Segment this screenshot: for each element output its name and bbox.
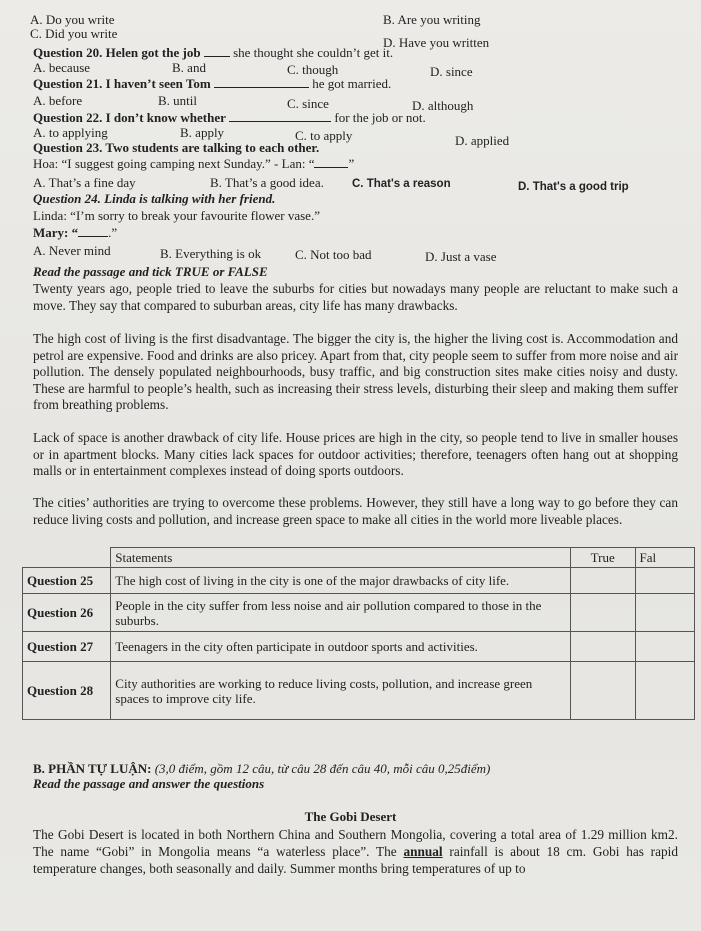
q23-dialogue — [33, 157, 354, 172]
q21-blank — [214, 77, 309, 88]
reading1-paragraph-4 — [33, 495, 678, 528]
q20-blank — [204, 46, 230, 57]
table-row-statement: Teenagers in the city often participate in outdoor sports and activities. — [111, 632, 571, 662]
q24-mary-a: Mary: “ — [33, 225, 79, 240]
reading1-p4-text: The cities’ authorities are trying to overcome these problems. However, they still have a long way to go before they can reduce living costs and pollution, and increase green space to make all cities in the world more liveable places. — [33, 495, 678, 527]
gobi-paragraph-text — [33, 826, 678, 877]
reading1-p2-text: The high cost of living is the first disadvantage. The bigger the city is, the higher the living cost is. Accommodation and petrol are expensive. Food and drinks are also pricey. Apart from that, city people seem to suffer from more noise and air pollution. The densely populated neighbourhoods, busy traffic, and big construction sites make cities noisy and dusty. These are harmful to people’s health, such as increasing their stress levels, disturbing their sleep and making them suffer from breathing problems. — [33, 331, 678, 412]
q22-option-d: D. applied — [455, 133, 510, 148]
true-tick-cell[interactable] — [570, 594, 635, 632]
table-row-statement: The high cost of living in the city is one of the major drawbacks of city life. — [111, 568, 571, 594]
gobi-paragraph — [33, 826, 678, 877]
q20-option-b: B. and — [172, 60, 206, 75]
q21-option-b: B. until — [158, 93, 198, 108]
false-tick-cell[interactable] — [635, 594, 694, 632]
true-tick-cell[interactable] — [570, 632, 635, 662]
q24-mary — [33, 226, 117, 241]
table-row — [23, 632, 695, 662]
q20-stem — [33, 46, 393, 61]
q20-option-a: A. because — [33, 60, 91, 75]
q22-blank — [229, 111, 331, 122]
q21-stem-b: he got married. — [312, 76, 392, 91]
part-b-instruction: Read the passage and answer the questions — [33, 776, 265, 791]
false-tick-cell[interactable] — [635, 662, 694, 720]
q22-option-c: C. to apply — [295, 128, 353, 143]
q24-blank — [78, 226, 108, 237]
q19-option-c: C. Did you write — [30, 26, 118, 41]
reading1-paragraph-2 — [33, 331, 678, 414]
reading1-paragraph-1 — [33, 281, 678, 314]
false-tick-cell[interactable] — [635, 632, 694, 662]
q24-option-b: B. Everything is ok — [160, 246, 262, 261]
table-header-row — [23, 548, 695, 568]
table-row-statement: City authorities are working to reduce living costs, pollution, and increase green spaces to improve city life. — [111, 662, 571, 720]
q24-option-a: A. Never mind — [33, 243, 111, 258]
true-tick-cell[interactable] — [570, 568, 635, 594]
q21-option-a: A. before — [33, 93, 83, 108]
q20-option-c: C. though — [287, 62, 339, 77]
gobi-text-b: rainfall is about 18 cm. Gobi has rapid temperature changes, both seasonally and daily. Summer months bring temperatures of up to — [33, 844, 679, 876]
q24-option-d: D. Just a vase — [425, 249, 497, 264]
q23-option-b: B. That’s a good idea. — [210, 175, 324, 190]
table-row-question: Question 25 — [23, 568, 111, 594]
gobi-text-annual: annual — [403, 844, 443, 859]
gobi-text-a: The Gobi Desert is located in both Northern China and Southern Mongolia, covering a total area of 1.29 million km2. The name “Gobi” in Mongolia means “a waterless place”. The — [33, 827, 678, 859]
q22-option-a: A. to applying — [33, 125, 108, 140]
part-b-heading-bold: B. PHẦN TỰ LUẬN: — [33, 761, 152, 776]
reading1-p3-text: Lack of space is another drawback of city life. House prices are high in the city, so people tend to live in smaller houses or in apartment blocks. Many cities lack spaces for outdoor activities; therefore, teenagers often hang out at shopping malls or in entertainment complexes instead of doing sports outdoors. — [33, 430, 678, 478]
q23-option-a: A. That’s a fine day — [33, 175, 136, 190]
q20-stem-b: she thought she couldn’t get it. — [233, 45, 394, 60]
q21-stem-a: Question 21. I haven’t seen Tom — [33, 76, 211, 91]
q24-option-c: C. Not too bad — [295, 247, 372, 262]
table-row — [23, 662, 695, 720]
table-header-blank — [23, 548, 111, 568]
q21-option-c: C. since — [287, 96, 329, 111]
q22-stem-a: Question 22. I don’t know whether — [33, 110, 226, 125]
part-b-heading — [33, 762, 490, 777]
q19-option-d: D. Have you written — [383, 35, 490, 50]
q22-stem — [33, 111, 426, 126]
q21-stem — [33, 77, 391, 92]
table-header-statements: Statements — [111, 548, 571, 568]
q20-stem-a: Question 20. Helen got the job — [33, 45, 201, 60]
table-header-false: Fal — [635, 548, 694, 568]
q22-option-b: B. apply — [180, 125, 225, 140]
table-row-question: Question 27 — [23, 632, 111, 662]
q24-linda-line: Linda: “I’m sorry to break your favourite flower vase.” — [33, 208, 320, 223]
reading1-instruction: Read the passage and tick TRUE or FALSE — [33, 264, 268, 279]
part-b-heading-italic: (3,0 điểm, gồm 12 câu, từ câu 28 đến câu 40, mỗi câu 0,25điểm) — [154, 761, 491, 776]
q23-line-end: ” — [348, 156, 355, 171]
q22-stem-b: for the job or not. — [334, 110, 426, 125]
q23-option-c: C. That's a reason — [352, 178, 451, 190]
false-tick-cell[interactable] — [635, 568, 694, 594]
reading1-paragraph-3 — [33, 430, 678, 480]
true-tick-cell[interactable] — [570, 662, 635, 720]
q24-mary-b: .” — [108, 225, 118, 240]
true-false-table — [22, 547, 695, 720]
q21-option-d: D. although — [412, 98, 474, 113]
q23-line: Hoa: “I suggest going camping next Sunday.” - Lan: “ — [33, 156, 315, 171]
q20-option-d: D. since — [430, 64, 473, 79]
q23-option-d: D. That's a good trip — [518, 181, 629, 193]
q24-stem: Question 24. Linda is talking with her friend. — [33, 191, 276, 206]
q19-option-a: A. Do you write — [30, 12, 115, 27]
q23-blank — [314, 157, 348, 168]
table-row-question: Question 26 — [23, 594, 111, 632]
table-row — [23, 594, 695, 632]
table-row-question: Question 28 — [23, 662, 111, 720]
q23-stem: Question 23. Two students are talking to each other. — [33, 140, 320, 155]
reading1-p1-text: Twenty years ago, people tried to leave the suburbs for cities but nowadays many people are reluctant to make such a move. They say that compared to suburban areas, city life has many drawbacks. — [33, 281, 678, 313]
q19-option-b: B. Are you writing — [383, 12, 481, 27]
table-header-true: True — [570, 548, 635, 568]
gobi-title: The Gobi Desert — [304, 809, 397, 824]
table-row-statement: People in the city suffer from less noise and air pollution compared to those in the suburbs. — [111, 594, 571, 632]
table-row — [23, 568, 695, 594]
